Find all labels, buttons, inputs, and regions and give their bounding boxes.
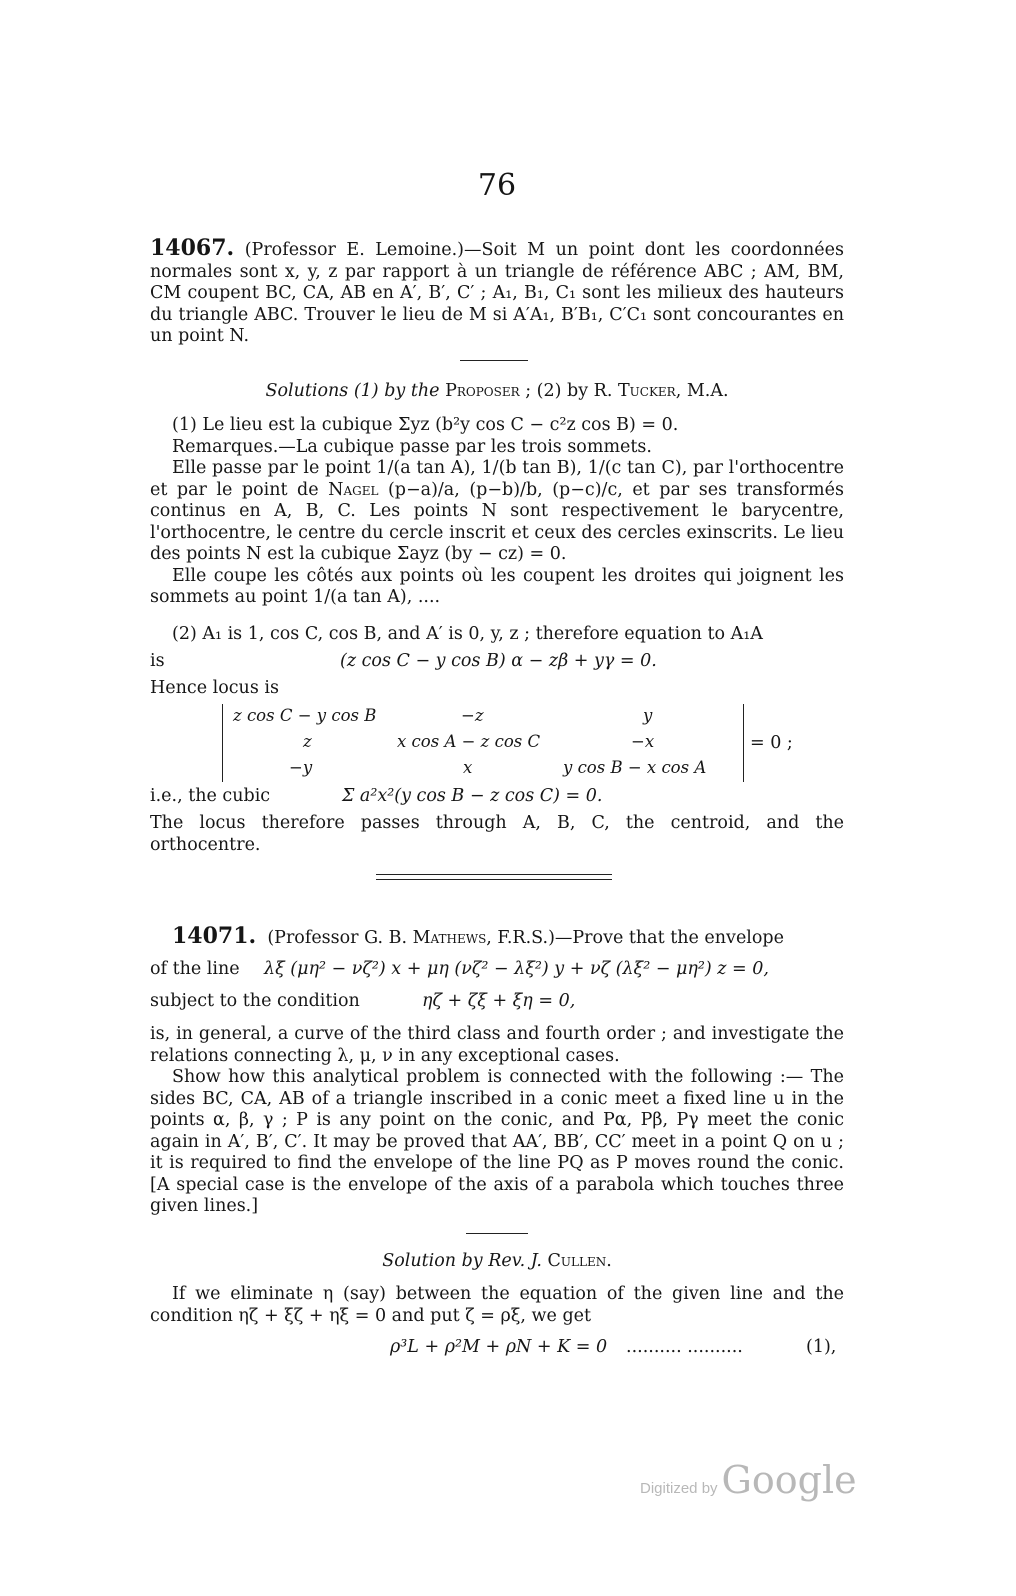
paragraph [150,458,844,566]
conclusion [150,813,844,856]
det-cell: −z [461,706,484,725]
det-cell: y [643,706,653,725]
heading-text: Solution by Rev. J. [382,1251,548,1271]
equation-line: (z cos C − y cos B) α − zβ + yγ = 0. [340,651,657,671]
section-rule [466,1233,528,1234]
nagel-name: Nagel [328,479,379,500]
solution-1-body [150,415,844,609]
heading-text: , M.A. [675,381,729,401]
paragraph: Show how this analytical problem is connected with the following :— The sides BC, CA, AB of a triangle inscribed in a conic meet a fixed line u in the points α, β, γ ; P is any point on the conic, and Pα, Pβ, Pγ meet the conic again in A′, B′, C′. It may be proved that AA′, BB′, CC′ meet in a point Q on u ; it is required to find the envelope of the line PQ as P moves round the conic. [A special case is the envelope of the axis of a parabola which touches three given lines.] [150,1067,844,1216]
paragraph-text: Elle passe par le point 1/(a tan A), 1/(b tan B), 1/(c tan C), par l'orthocentre et par le point de [150,458,844,500]
double-rule [376,874,612,880]
det-cell: z cos C − y cos B [233,706,377,725]
question-number: 14071. [172,923,257,949]
proposer-name: Proposer [445,381,520,401]
det-cell: x cos A − z cos C [397,732,541,751]
cubic-equation: Σ a²x²(y cos B − z cos C) = 0. [342,786,603,806]
det-cell: y cos B − x cos A [563,758,707,777]
is-label: is [150,651,165,671]
solution-cullen-body [150,1284,844,1327]
solution-line: (1) Le lieu est la cubique Σyz (b²y cos C − c²z cos B) = 0. [172,415,679,435]
question-text: (Professor G. B. [267,928,413,948]
heading-text: ; (2) by R. [519,381,618,401]
solution-by-cullen-heading [150,1251,844,1273]
paragraph: Elle coupe les côtés aux points où les coupent les droites qui joignent les sommets au point 1/(a tan A), .... [150,565,844,607]
paragraph-text: (p−a)/a, (p−b)/b, (p−c)/c, et par ses transformés continus en A, B, C. Les points N sont respectivement le barycentre, l'orthocentre, le centre du cercle inscrit et ceux des cercles exinscrits. Le lieu des points N est la cubique Σayz (by − cz) = 0. [150,479,844,564]
section-rule [460,360,528,361]
det-cell: z [303,732,312,751]
of-line-label: of the line [150,959,240,979]
page-number: 76 [477,168,517,203]
paragraph: (2) A₁ is 1, cos C, cos B, and A′ is 0, y, z ; therefore equation to A₁A [172,624,763,644]
ie-label: i.e., the cubic [150,786,271,806]
google-watermark [640,1458,857,1502]
det-cell: −x [631,732,655,751]
author-name: Cullen [547,1251,607,1271]
question-14071 [150,923,844,950]
question-text: (Professor E. Lemoine.)—Soit M un point dont les coordonnées normales sont x, y, z par rapport à un triangle de référence ABC ; AM, BM, CM coupent BC, CA, AB en A′, B′, C′ ; A₁, B₁, C₁ sont les milieux des hauteurs du triangle ABC. Trouver le lieu de M si A′A₁, B′B₁, C′C₁ sont concourantes en un point N. [150,240,844,346]
conclusion-text: The locus therefore passes through A, B, C, the centroid, and the orthocentre. [150,813,844,855]
solutions-heading [150,381,844,403]
equation-1: ρ³L + ρ²M + ρN + K = 0 [390,1337,608,1357]
equation-number: (1), [806,1337,837,1357]
det-cell: x [463,758,473,777]
line-equation: λξ (μη² − νζ²) x + μη (νζ² − λξ²) y + νζ (λξ² − μη²) z = 0, [264,959,769,979]
determinant-rhs: = 0 ; [750,733,793,753]
question-number: 14067. [150,235,235,261]
leader-dots: .......... .......... [626,1337,743,1357]
question-14071-body [150,1024,844,1218]
paragraph: If we eliminate η (say) between the equation of the given line and the condition ηζ + ξζ + ηξ = 0 and put ζ = ρξ, we get [150,1284,844,1326]
paragraph: is, in general, a curve of the third class and fourth order ; and investigate the relations connecting λ, μ, ν in any exceptional cases. [150,1024,844,1066]
solution-2-part [150,624,844,646]
google-logo: Google [721,1458,857,1502]
subject-label: subject to the condition [150,991,360,1011]
hence-label: Hence locus is [150,678,279,698]
remarques: Remarques.—La cubique passe par les trois sommets. [172,436,652,457]
heading-text: . [606,1251,612,1271]
question-text: , F.R.S.)—Prove that the envelope [486,928,784,948]
digitized-by-text: Digitized by [640,1480,718,1497]
determinant [222,704,744,782]
heading-text: Solutions (1) by the [265,381,446,401]
det-cell: −y [289,758,313,777]
question-14067 [150,235,844,348]
author-name: Mathews [412,928,487,948]
author-name: Tucker [617,381,676,401]
condition-equation: ηζ + ζξ + ξη = 0, [422,991,576,1011]
